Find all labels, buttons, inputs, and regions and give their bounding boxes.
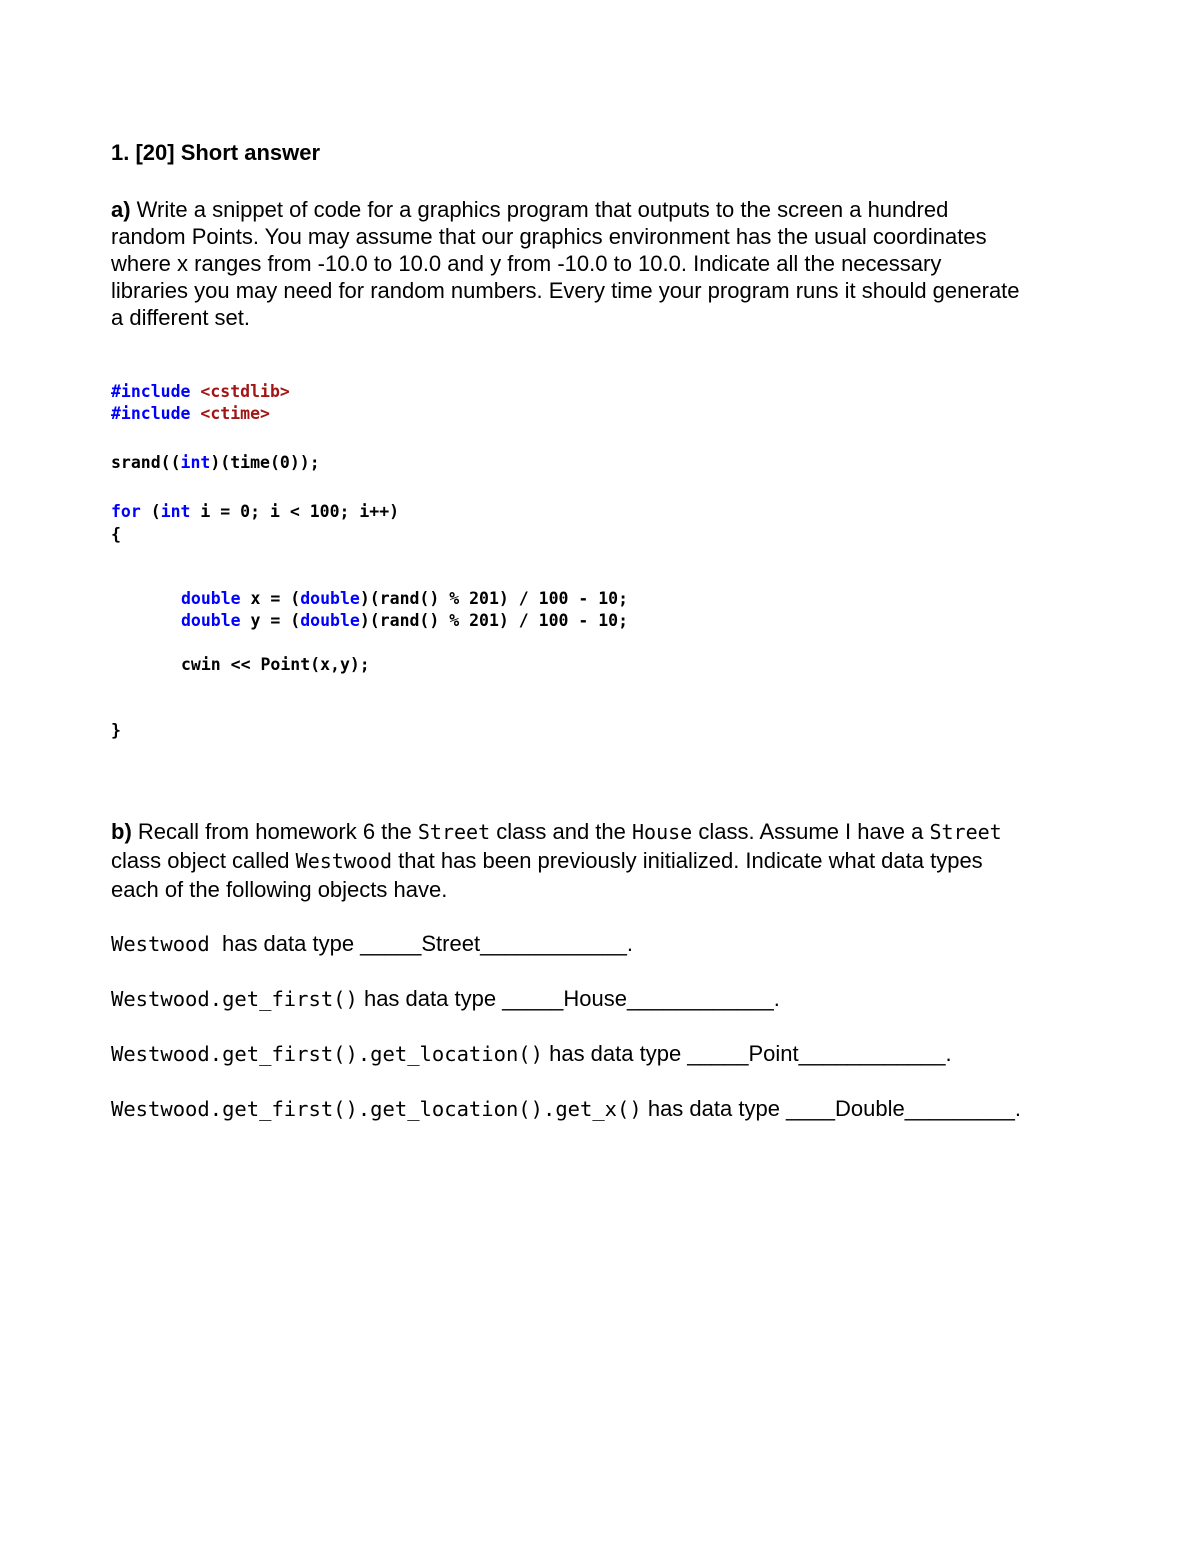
part-a-line-4: libraries you may need for random numbers. Every time your program runs it should generate [111,278,1020,303]
answer-double: Double [834,1096,905,1121]
part-a-prompt [111,196,1091,331]
part-a-line-2: random Points. You may assume that our graphics environment has the usual coordinates [111,224,987,249]
street-class-name: Street [417,820,491,844]
question-title: 1. [20] Short answer [111,140,321,165]
answer-line-westwood: Westwood has data type _____Street____________. [111,931,634,956]
answer-line-get-location: Westwood.get_first().get_location() has data type _____Point____________. [111,1041,952,1066]
answer-line-get-first: Westwood.get_first() has data type _____House____________. [111,986,780,1011]
code-line-open-brace: { [111,525,121,544]
code-line-for: for (int i = 0; i < 100; i++) [111,502,400,521]
part-b-label: b) [111,819,132,844]
code-line-include-1: #include <cstdlib> [111,382,290,401]
code-line-include-2: #include <ctime> [111,404,270,423]
answer-street: Street [421,931,481,956]
answer-house: House [563,986,627,1011]
part-a-label: a) [111,197,131,222]
part-b-line-3: each of the following objects have. [111,877,448,902]
code-line-cwin: cwin << Point(x,y); [181,655,370,674]
code-line-srand: srand((int)(time(0)); [111,453,320,472]
westwood-object-name: Westwood [295,849,392,873]
part-b-prompt: b) Recall from homework 6 the Street class and the House class. Assume I have a Street class object called Westwood that has been previously initialized. Indicate what data types each of the following objects have. [111,818,1091,903]
part-a-line-1: Write a snippet of code for a graphics program that outputs to the screen a hundred [130,197,949,222]
answer-line-get-x: Westwood.get_first().get_location().get_x() has data type ____Double_________. [111,1096,1021,1121]
code-line-close-brace: } [111,721,121,740]
answer-point: Point [748,1041,799,1066]
house-class-name: House [632,820,693,844]
part-a-line-3: where x ranges from -10.0 to 10.0 and y from -10.0 to 10.0. Indicate all the necessary [111,251,942,276]
document-page [111,138,1091,1121]
code-line-double-y: double y = (double)(rand() % 201) / 100 - 10; [181,611,629,630]
part-a-line-5: a different set. [111,305,251,330]
code-line-double-x: double x = (double)(rand() % 201) / 100 - 10; [181,589,629,608]
